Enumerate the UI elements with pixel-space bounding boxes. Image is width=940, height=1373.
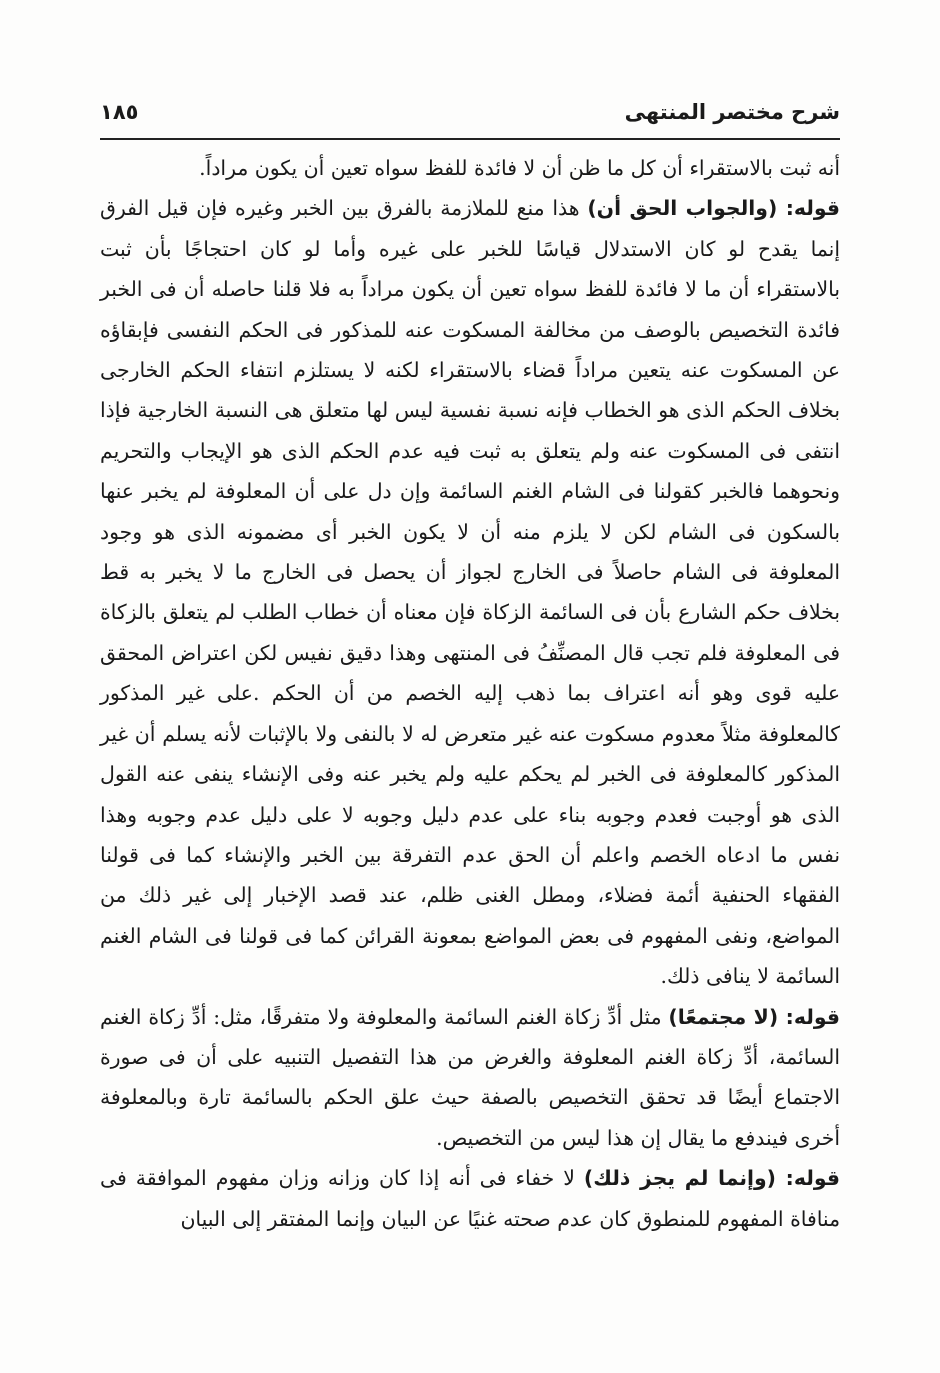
page-number: ١٨٥ [100,100,139,124]
paragraph-lead: قوله: (والجواب الحق أن) [587,196,841,221]
paragraph-text: لا خفاء فى أنه إذا كان وزانه وزان مفهوم الموافقة فى منافاة المفهوم للمنطوق كان عدم صحته غنيًا عن البيان وإنما المفتقر إلى البيان [100,1166,840,1231]
paragraph-lead: قوله: (وإنما لم يجز ذلك) [583,1166,840,1191]
paragraph-2 [100,188,840,996]
paragraph-lead: قوله: (لا مجتمعًا) [668,1004,840,1029]
page-header [100,96,840,136]
paragraph-text: أنه ثبت بالاستقراء أن كل ما ظن أن لا فائدة للفظ سواه تعين أن يكون مراداً. [199,156,840,180]
header-divider [100,138,840,140]
running-title: شرح مختصر المنتهى [624,100,840,124]
paragraph-text: هذا منع للملازمة بالفرق بين الخبر وغيره فإن قيل الفرق إنما يقدح لو كان الاستدلال قياسًا للخبر على غيره وأما لو كان احتجاجًا بأن ثبت بالاستقراء أن ما لا فائدة للفظ سواه تعين أن يكون مراداً به فلا قلنا حاصله أن فى الخبر فائدة التخصيص بالوصف من مخالفة المسكوت عنه للمذكور فى الحكم النفسى فإبقاؤه عن المسكوت عنه يتعين مراداً قضاء بالاستقراء لكنه لا يستلزم انتفاء الحكم الخارجى بخلاف الحكم الذى هو الخطاب فإنه نسبة نفسية ليس لها متعلق هى النسبة الخارجية فإذا انتفى فى المسكوت عنه ولم يتعلق به ثبت فيه عدم الحكم الذى هو الإيجاب والتحريم ونحوهما فالخبر كقولنا فى الشام الغنم السائمة وإن دل على أن المعلوفة لم يخبر عنها بالسكون فى الشام لكن لا يلزم منه أن لا يكون الخبر أى مضمونه الذى هو وجود المعلوفة فى الشام حاصلاً فى الخارج لجواز أن يحصل فى الخارج ما لا يخبر به قط بخلاف حكم الشارع بأن فى السائمة الزكاة فإن معناه أن خطاب الطلب لم يتعلق بالزكاة فى المعلوفة فلم تجب قال المصنِّفُ فى المنتهى وهذا دقيق نفيس لكن اعتراض المحقق عليه قوى وهو أنه اعتراف بما ذهب إليه الخصم من أن الحكم .على غير المذكور كالمعلوفة مثلاً معدوم مسكوت عنه غير متعرض له لا بالنفى ولا بالإثبات لأنه يسلم أن غير المذكور كالمعلوفة فى الخبر لم يحكم عليه ولم يخبر عنه وفى الإنشاء ينفى عنه القول الذى هو أوجبت فعدم وجوبه بناء على عدم دليل وجوبه لا على دليل عدم وجوبه وهذا نفس ما ادعاه الخصم واعلم أن الحق عدم التفرقة بين الخبر والإنشاء كما فى قولنا الفقهاء الحنفية أئمة فضلاء، ومطل الغنى ظلم، عند قصد الإخبار إلى غير ذلك من المواضع، ونفى المفهوم فى بعض المواضع بمعونة القرائن كما فى قولنا فى الشام الغنم السائمة لا ينافى ذلك. [100,196,840,989]
body-text [100,148,840,1239]
paragraph-3 [100,997,840,1159]
paragraph-text: مثل أدِّ زكاة الغنم السائمة والمعلوفة ولا متفرقًا، مثل: أدِّ زكاة الغنم السائمة، أدِّ زكاة الغنم المعلوفة والغرض من هذا التفصيل التنبيه على أن فى صورة الاجتماع أيضًا قد تحقق التخصيص بالصفة حيث علق الحكم بالسائمة تارة وبالمعلوفة أخرى فيندفع ما يقال إن هذا ليس من التخصيص. [100,1004,840,1150]
paragraph-1 [100,148,840,188]
paragraph-4 [100,1158,840,1239]
